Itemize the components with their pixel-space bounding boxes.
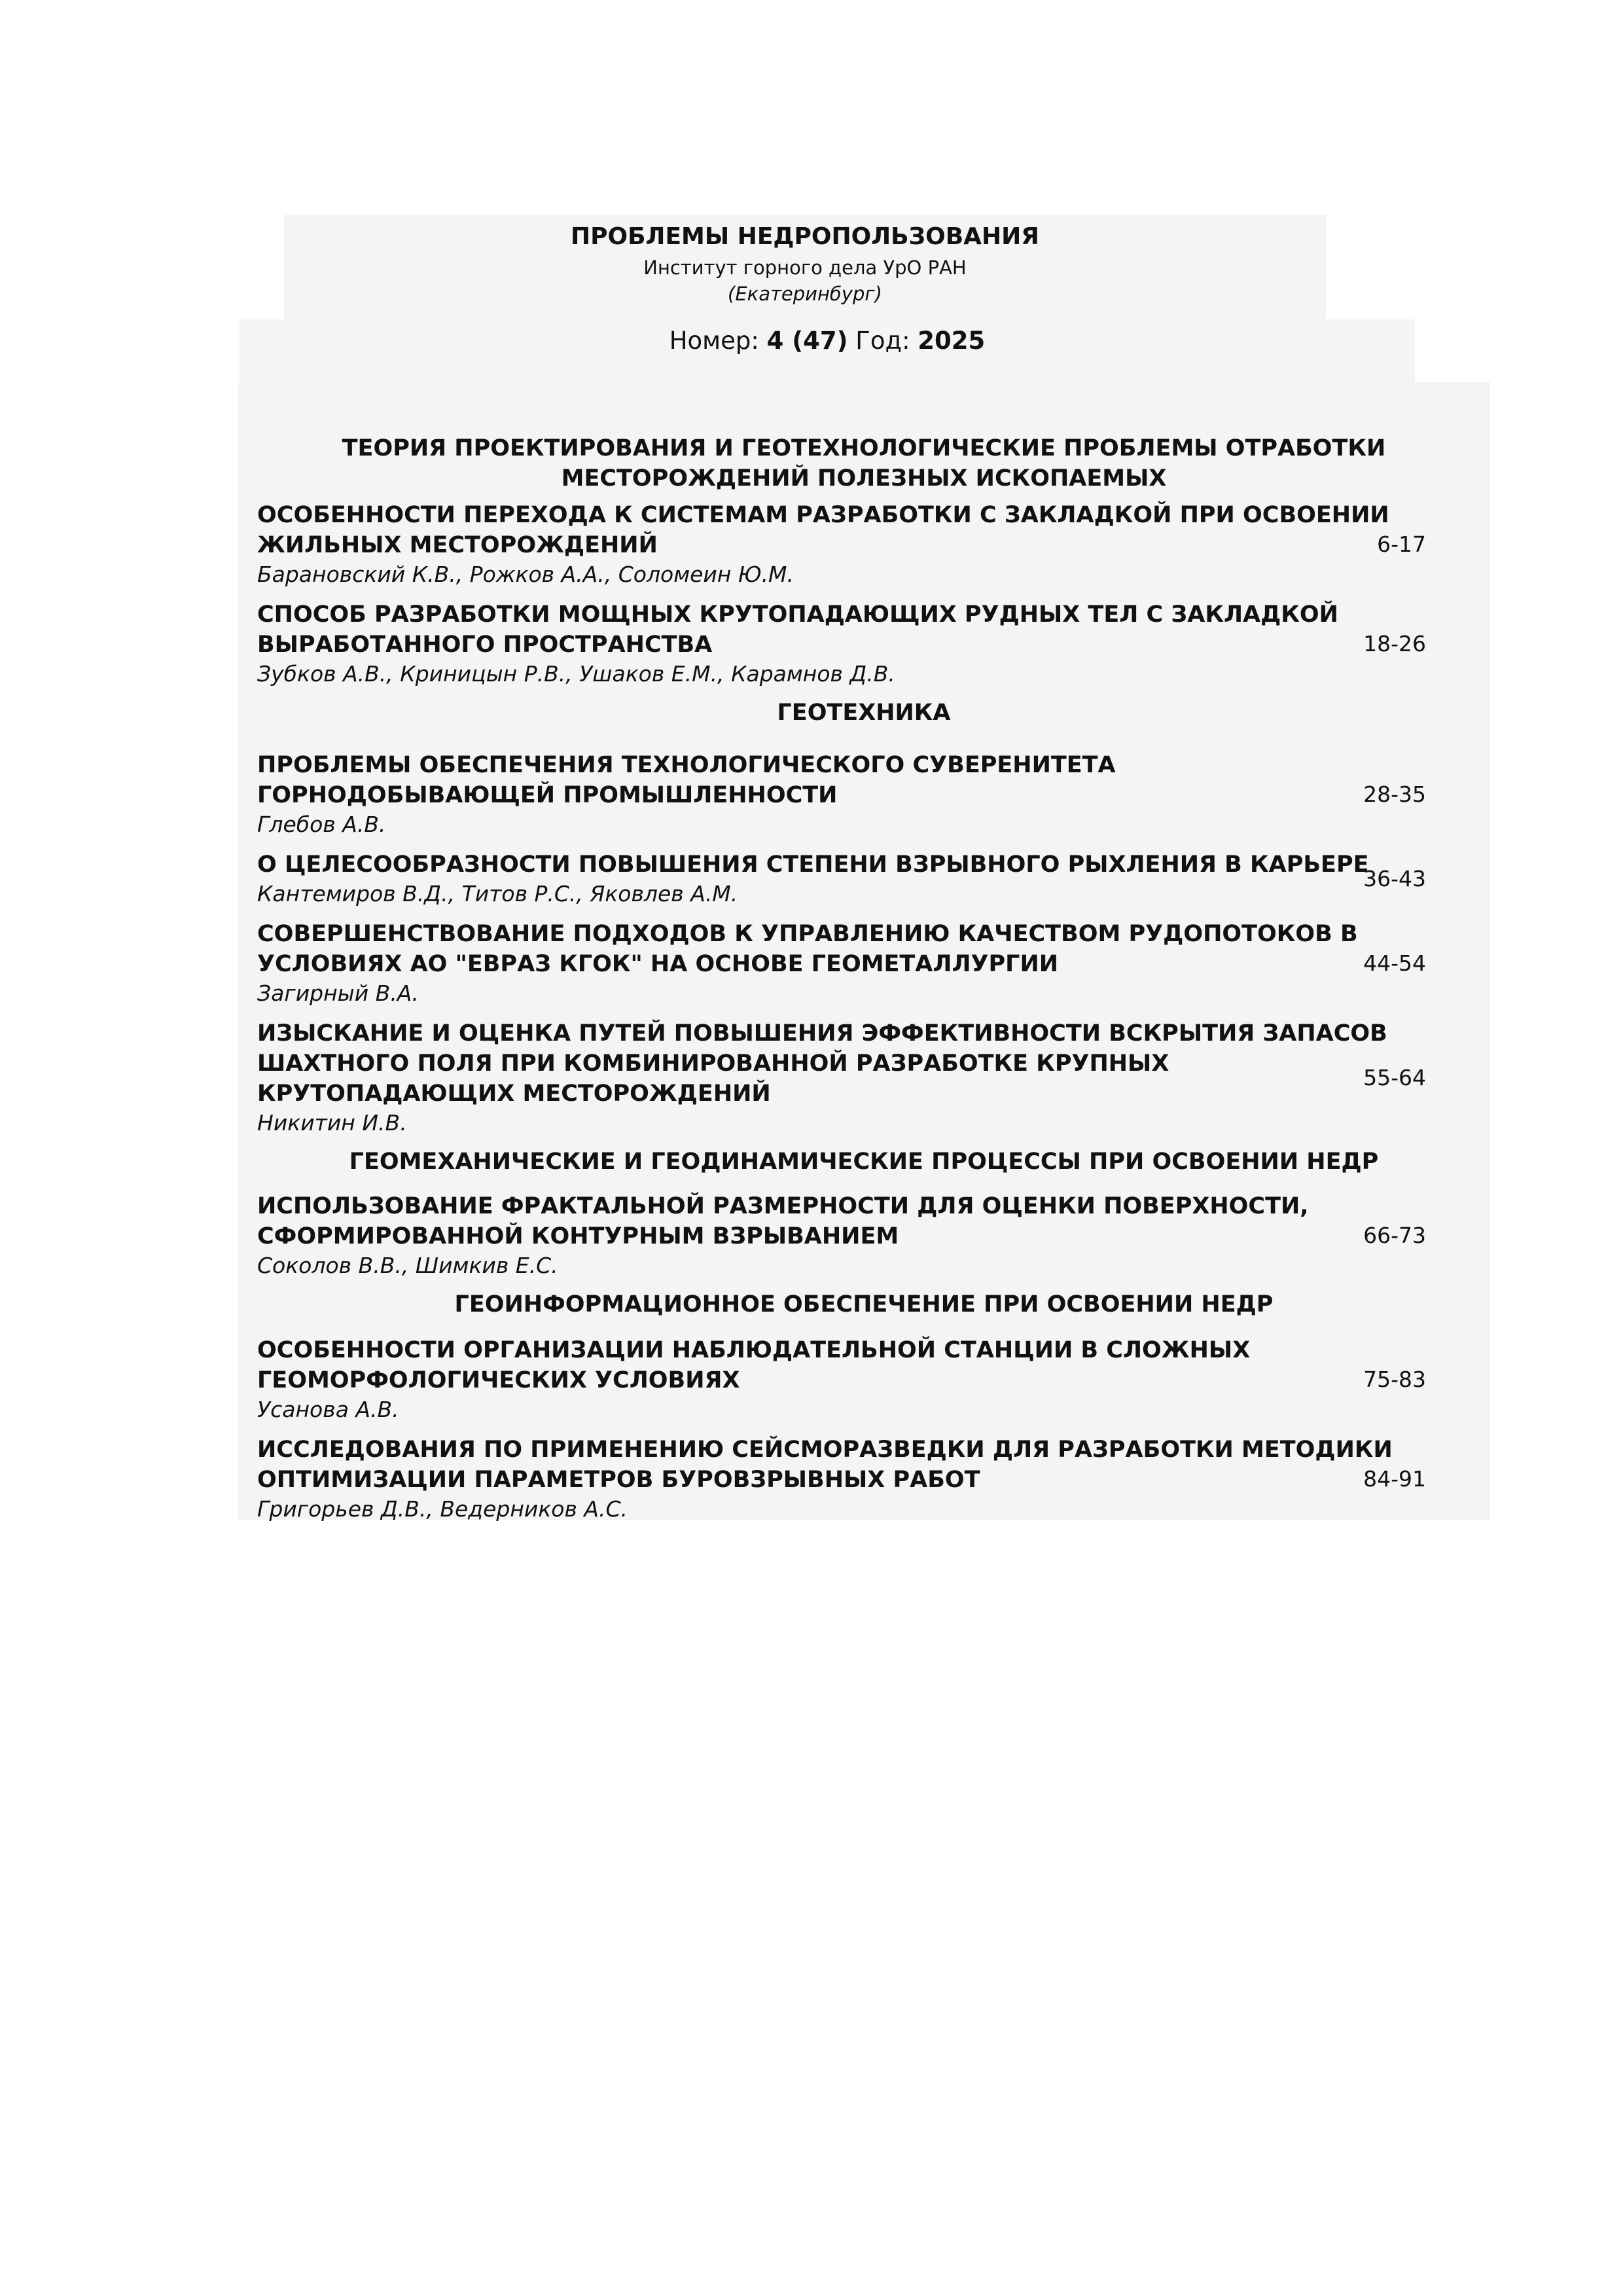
article-authors: Загирный В.А. (257, 980, 419, 1006)
toc-entry[interactable] (238, 500, 1490, 589)
article-title[interactable]: ПРОБЛЕМЫ ОБЕСПЕЧЕНИЯ ТЕХНОЛОГИЧЕСКОГО СУВЕРЕНИТЕТА ГОРНОДОБЫВАЮЩЕЙ ПРОМЫШЛЕННОСТИ (257, 752, 1116, 808)
article-title[interactable]: ОСОБЕННОСТИ ОРГАНИЗАЦИИ НАБЛЮДАТЕЛЬНОЙ СТАНЦИИ В СЛОЖНЫХ ГЕОМОРФОЛОГИЧЕСКИХ УСЛОВИЯХ (257, 1337, 1251, 1393)
toc-entry[interactable] (238, 1191, 1490, 1280)
article-title[interactable]: ИСПОЛЬЗОВАНИЕ ФРАКТАЛЬНОЙ РАЗМЕРНОСТИ ДЛЯ ОЦЕНКИ ПОВЕРХНОСТИ, СФОРМИРОВАННОЙ КОНТУРНЫМ ВЗРЫВАНИЕМ (257, 1193, 1309, 1249)
issue-line (240, 325, 1415, 357)
issue-number: 4 (47) (766, 327, 848, 355)
issue-year-label: Год: (855, 327, 910, 355)
article-pages: 18-26 (1363, 631, 1426, 656)
article-title[interactable]: СПОСОБ РАЗРАБОТКИ МОЩНЫХ КРУТОПАДАЮЩИХ РУДНЫХ ТЕЛ С ЗАКЛАДКОЙ ВЫРАБОТАННОГО ПРОСТРАНСТВА (257, 601, 1338, 658)
table-of-contents (238, 382, 1490, 1520)
article-authors: Соколов В.В., Шимкив Е.С. (257, 1253, 558, 1278)
issue-number-label: Номер: (669, 327, 759, 355)
toc-entry[interactable] (238, 600, 1490, 689)
article-authors: Барановский К.В., Рожков А.А., Соломеин Ю.М. (257, 562, 794, 587)
institute-name: Институт горного дела УрО РАН (643, 257, 967, 279)
journal-title: ПРОБЛЕМЫ НЕДРОПОЛЬЗОВАНИЯ (570, 223, 1039, 250)
issue-year: 2025 (918, 327, 986, 355)
article-authors: Глебов А.В. (257, 812, 386, 837)
toc-entry[interactable] (238, 850, 1490, 908)
toc-entry[interactable] (238, 750, 1490, 839)
article-pages: 6-17 (1377, 531, 1426, 557)
article-authors: Григорьев Д.В., Ведерников А.С. (257, 1496, 628, 1522)
section-heading: ГЕОИНФОРМАЦИОННОЕ ОБЕСПЕЧЕНИЕ ПРИ ОСВОЕНИИ НЕДР (454, 1291, 1274, 1318)
toc-entry[interactable] (238, 1018, 1490, 1138)
journal-header (284, 215, 1326, 319)
section-heading: ГЕОМЕХАНИЧЕСКИЕ И ГЕОДИНАМИЧЕСКИЕ ПРОЦЕССЫ ПРИ ОСВОЕНИИ НЕДР (349, 1149, 1379, 1175)
article-pages: 28-35 (1363, 781, 1426, 807)
article-title[interactable]: ОСОБЕННОСТИ ПЕРЕХОДА К СИСТЕМАМ РАЗРАБОТКИ С ЗАКЛАДКОЙ ПРИ ОСВОЕНИИ ЖИЛЬНЫХ МЕСТОРОЖДЕНИЙ (257, 502, 1389, 558)
article-title[interactable]: СОВЕРШЕНСТВОВАНИЕ ПОДХОДОВ К УПРАВЛЕНИЮ КАЧЕСТВОМ РУДОПОТОКОВ В УСЛОВИЯХ АО "ЕВРАЗ КГОК" НА ОСНОВЕ ГЕОМЕТАЛЛУРГИИ (257, 921, 1358, 977)
article-title[interactable]: ИССЛЕДОВАНИЯ ПО ПРИМЕНЕНИЮ СЕЙСМОРАЗВЕДКИ ДЛЯ РАЗРАБОТКИ МЕТОДИКИ ОПТИМИЗАЦИИ ПАРАМЕТРОВ БУРОВЗРЫВНЫХ РАБОТ (257, 1437, 1393, 1493)
article-title[interactable]: О ЦЕЛЕСООБРАЗНОСТИ ПОВЫШЕНИЯ СТЕПЕНИ ВЗРЫВНОГО РЫХЛЕНИЯ В КАРЬЕРЕ (257, 852, 1369, 878)
article-authors: Зубков А.В., Криницын Р.В., Ушаков Е.М., Карамнов Д.В. (257, 661, 895, 687)
journal-city: (Екатеринбург) (728, 283, 882, 305)
section-heading: ГЕОТЕХНИКА (777, 700, 951, 726)
issue-header (240, 319, 1415, 382)
article-authors: Никитин И.В. (257, 1110, 407, 1136)
article-pages: 36-43 (1363, 866, 1426, 891)
article-pages: 55-64 (1363, 1065, 1426, 1090)
article-authors: Кантемиров В.Д., Титов Р.С., Яковлев А.М. (257, 881, 738, 906)
article-title[interactable]: ИЗЫСКАНИЕ И ОЦЕНКА ПУТЕЙ ПОВЫШЕНИЯ ЭФФЕКТИВНОСТИ ВСКРЫТИЯ ЗАПАСОВ ШАХТНОГО ПОЛЯ ПРИ КОМБИНИРОВАННОЙ РАЗРАБОТКЕ КРУПНЫХ КРУТОПАДАЮЩИХ МЕСТОРОЖДЕНИЙ (257, 1020, 1387, 1107)
article-authors: Усанова А.В. (257, 1397, 399, 1422)
toc-entry[interactable] (238, 919, 1490, 1008)
toc-entry[interactable] (238, 1435, 1490, 1524)
article-pages: 84-91 (1363, 1466, 1426, 1492)
article-pages: 66-73 (1363, 1223, 1426, 1248)
toc-entry[interactable] (238, 1335, 1490, 1424)
article-pages: 44-54 (1363, 950, 1426, 976)
section-heading: ТЕОРИЯ ПРОЕКТИРОВАНИЯ И ГЕОТЕХНОЛОГИЧЕСКИЕ ПРОБЛЕМЫ ОТРАБОТКИ МЕСТОРОЖДЕНИЙ ПОЛЕЗНЫХ ИСКОПАЕМЫХ (342, 435, 1386, 492)
article-pages: 75-83 (1363, 1367, 1426, 1392)
